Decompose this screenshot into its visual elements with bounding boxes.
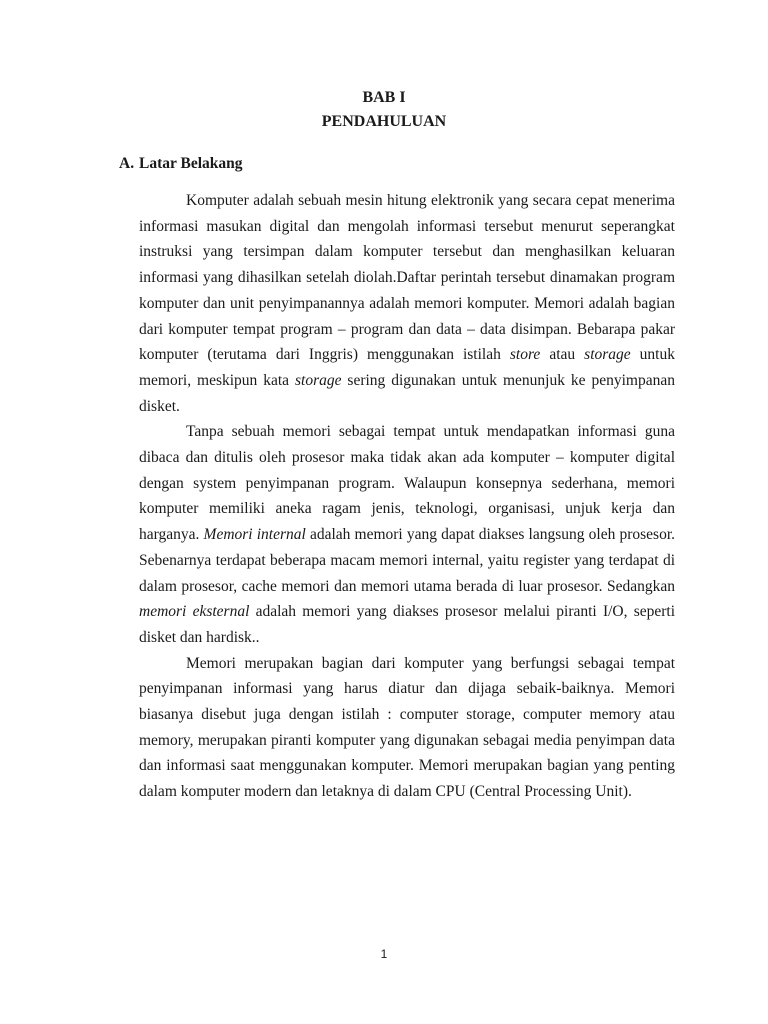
text-run: sering digunakan untuk menunjuk ke penyimpanan disket. — [139, 371, 675, 415]
text-run: untuk memori, meskipun kata — [139, 346, 675, 389]
italic-term: store — [509, 346, 541, 364]
chapter-subtitle: PENDAHULUAN — [321, 113, 447, 130]
text-run: adalah memori yang dapat diakses langsung oleh prosesor. Sebenarnya terdapat beberapa macam memori internal, yaitu register yang terdapat di dalam prosesor, cache memori dan memori utama berada di luar prosesor. Sedangkan — [139, 526, 675, 595]
italic-term: memori eksternal — [139, 603, 250, 621]
paragraph-1 — [139, 188, 675, 419]
paragraph-3 — [139, 651, 675, 805]
chapter-title: BAB I — [362, 89, 406, 106]
italic-term: storage — [584, 346, 631, 364]
paragraph-2 — [139, 419, 675, 650]
section-heading — [119, 154, 243, 174]
chapter-heading — [0, 86, 768, 134]
text-run: Tanpa sebuah memori sebagai tempat untuk mendapatkan informasi guna dibaca dan ditulis oleh prosesor maka tidak akan ada komputer – komputer digital dengan system penyimpanan program. Walaupun konsepnya sederhana, memori komputer memiliki aneka ragam jenis, teknologi, organisasi, unjuk kerja dan harganya. — [139, 423, 675, 544]
section-letter: A. — [119, 155, 135, 172]
section-title: Latar Belakang — [139, 155, 243, 172]
body-text — [139, 188, 675, 805]
text-run: atau — [540, 346, 585, 364]
text-run: Komputer adalah sebuah mesin hitung elektronik yang secara cepat menerima informasi masukan digital dan mengolah informasi tersebut menurut seperangkat instruksi yang tersimpan dalam komputer tersebut dan menghasilkan keluaran informasi yang dihasilkan setelah diolah.Daftar perintah tersebut dinamakan program komputer dan unit penyimpanannya adalah memori komputer. Memori adalah bagian dari komputer tempat program – program dan data – data disimpan. Bebarapa pakar komputer (terutama dari Inggris) menggunakan istilah — [139, 192, 675, 364]
italic-term: Memori internal — [203, 526, 306, 544]
page-number: 1 — [380, 947, 388, 961]
italic-term: storage — [294, 371, 342, 389]
text-run: adalah memori yang diakses prosesor melalui piranti I/O, seperti disket dan hardisk.. — [139, 603, 676, 646]
text-run: Memori merupakan bagian dari komputer yang berfungsi sebagai tempat penyimpanan informasi yang harus diatur dan dijaga sebaik-baiknya. Memori biasanya disebut juga dengan istilah : computer storage, computer memory atau memory, merupakan piranti komputer yang digunakan sebagai media penyimpan data dan informasi saat menggunakan komputer. Memori merupakan bagian yang penting dalam komputer modern dan letaknya di dalam CPU (Central Processing Unit). — [139, 654, 675, 801]
